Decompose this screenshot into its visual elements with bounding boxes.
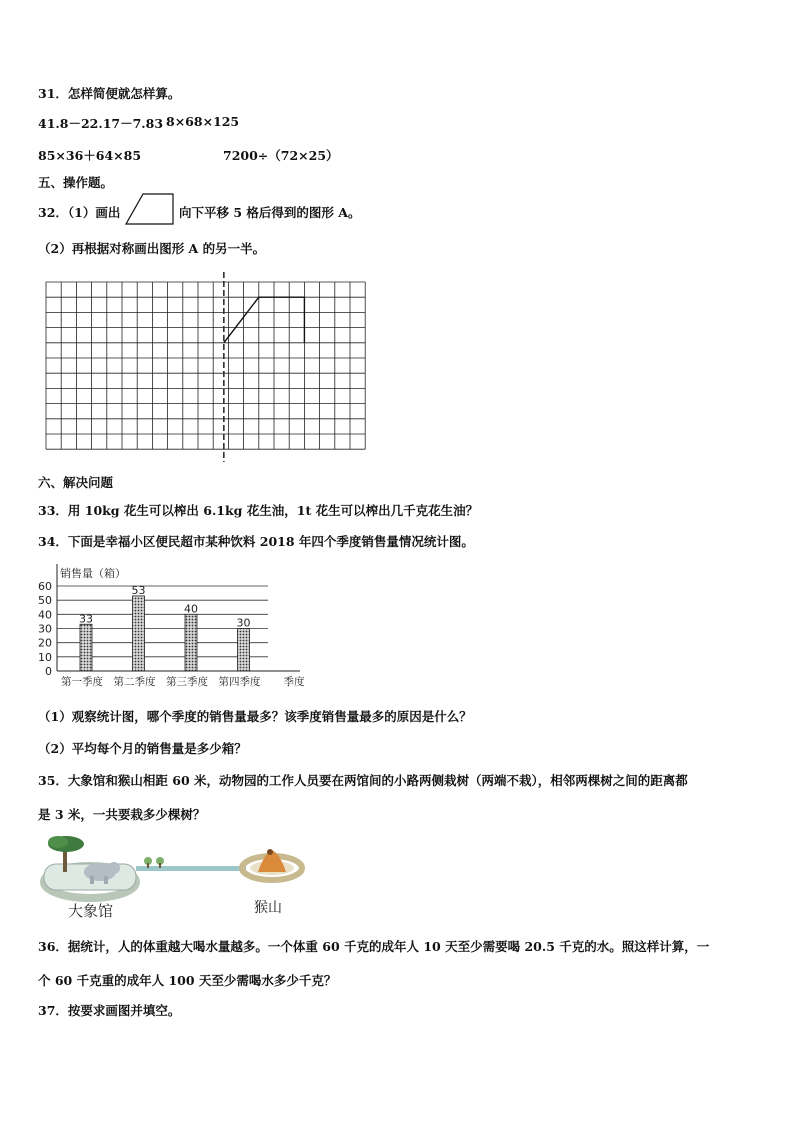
y-tick-label: 50	[38, 594, 52, 608]
q31-title: 31．怎样简便就怎样算。	[38, 86, 181, 101]
bar	[185, 614, 197, 671]
q32-part1-prefix: 32．（1）画出	[38, 205, 121, 220]
q35-line1: 35．大象馆和猴山相距 60 米，动物园的工作人员要在两馆间的小路两侧栽树（两端不栽），相邻两棵树之间的距离都	[38, 773, 688, 788]
x-tick-label: 第一季度	[61, 676, 103, 688]
half-figure-a	[224, 297, 305, 343]
y-tick-label: 10	[38, 650, 52, 664]
y-tick-label: 40	[38, 608, 52, 622]
elephant-house-label: 大象馆	[68, 902, 114, 920]
x-axis-title: 季度	[283, 676, 305, 688]
q32-part1-suffix: 向下平移 5 格后得到的图形 A。	[179, 205, 361, 220]
x-tick-label: 第二季度	[113, 676, 156, 688]
zoo-illustration	[38, 832, 308, 922]
grid-lines	[46, 282, 365, 449]
bar-value-label: 33	[79, 612, 93, 626]
x-tick-label: 第四季度	[218, 676, 261, 688]
q33-text: 33．用 10kg 花生可以榨出 6.1kg 花生油，1t 花生可以榨出几千克花生油？	[38, 503, 479, 518]
q35-line2: 是 3 米，一共要栽多少棵树？	[38, 807, 206, 822]
q34-sub1: （1）观察统计图，哪个季度的销售量最多？该季度销售量最多的原因是什么？	[38, 709, 472, 724]
y-tick-label: 30	[38, 622, 52, 636]
q31-expr4: 7200÷（72×25）	[223, 148, 339, 163]
square-grid	[40, 270, 370, 465]
q31-expr3: 85×36＋64×85	[38, 148, 142, 163]
q34-sub2: （2）平均每个月的销售量是多少箱？	[38, 741, 247, 756]
q36-line1: 36．据统计，人的体重越大喝水量越多。一个体重 60 千克的成年人 10 天至少需要喝 20.5 千克的水。照这样计算，一	[38, 939, 710, 954]
bar-chart	[38, 558, 310, 692]
q31-expr1: 41.8－22.17－7.83	[38, 116, 164, 131]
y-tick-label: 0	[45, 665, 52, 678]
bar	[80, 624, 92, 671]
section-5-heading: 五、操作题。	[38, 175, 114, 190]
y-tick-label: 20	[38, 636, 52, 650]
q32-part2: （2）再根据对称画出图形 A 的另一半。	[38, 241, 266, 256]
q34-title: 34．下面是幸福小区便民超市某种饮料 2018 年四个季度销售量情况统计图。	[38, 534, 474, 549]
q37-text: 37．按要求画图并填空。	[38, 1003, 181, 1018]
q36-text	[38, 930, 758, 998]
monkey-hill-label: 猴山	[254, 900, 282, 916]
bar-value-label: 53	[131, 583, 146, 597]
q31-expr2: 8×68×125	[166, 114, 240, 129]
bar	[238, 629, 250, 672]
bar-value-label: 30	[236, 616, 251, 630]
q35-text	[38, 764, 758, 832]
section-6-heading: 六、解决问题	[38, 475, 114, 490]
parallelogram-figure	[125, 192, 175, 226]
y-axis-title: 销售量（箱）	[60, 567, 126, 580]
y-tick-label: 60	[38, 580, 52, 593]
q36-line2: 个 60 千克重的成年人 100 天至少需喝水多少千克？	[38, 973, 337, 988]
x-tick-label: 第三季度	[166, 676, 208, 688]
bar-value-label: 40	[184, 602, 198, 616]
bar	[133, 596, 145, 671]
